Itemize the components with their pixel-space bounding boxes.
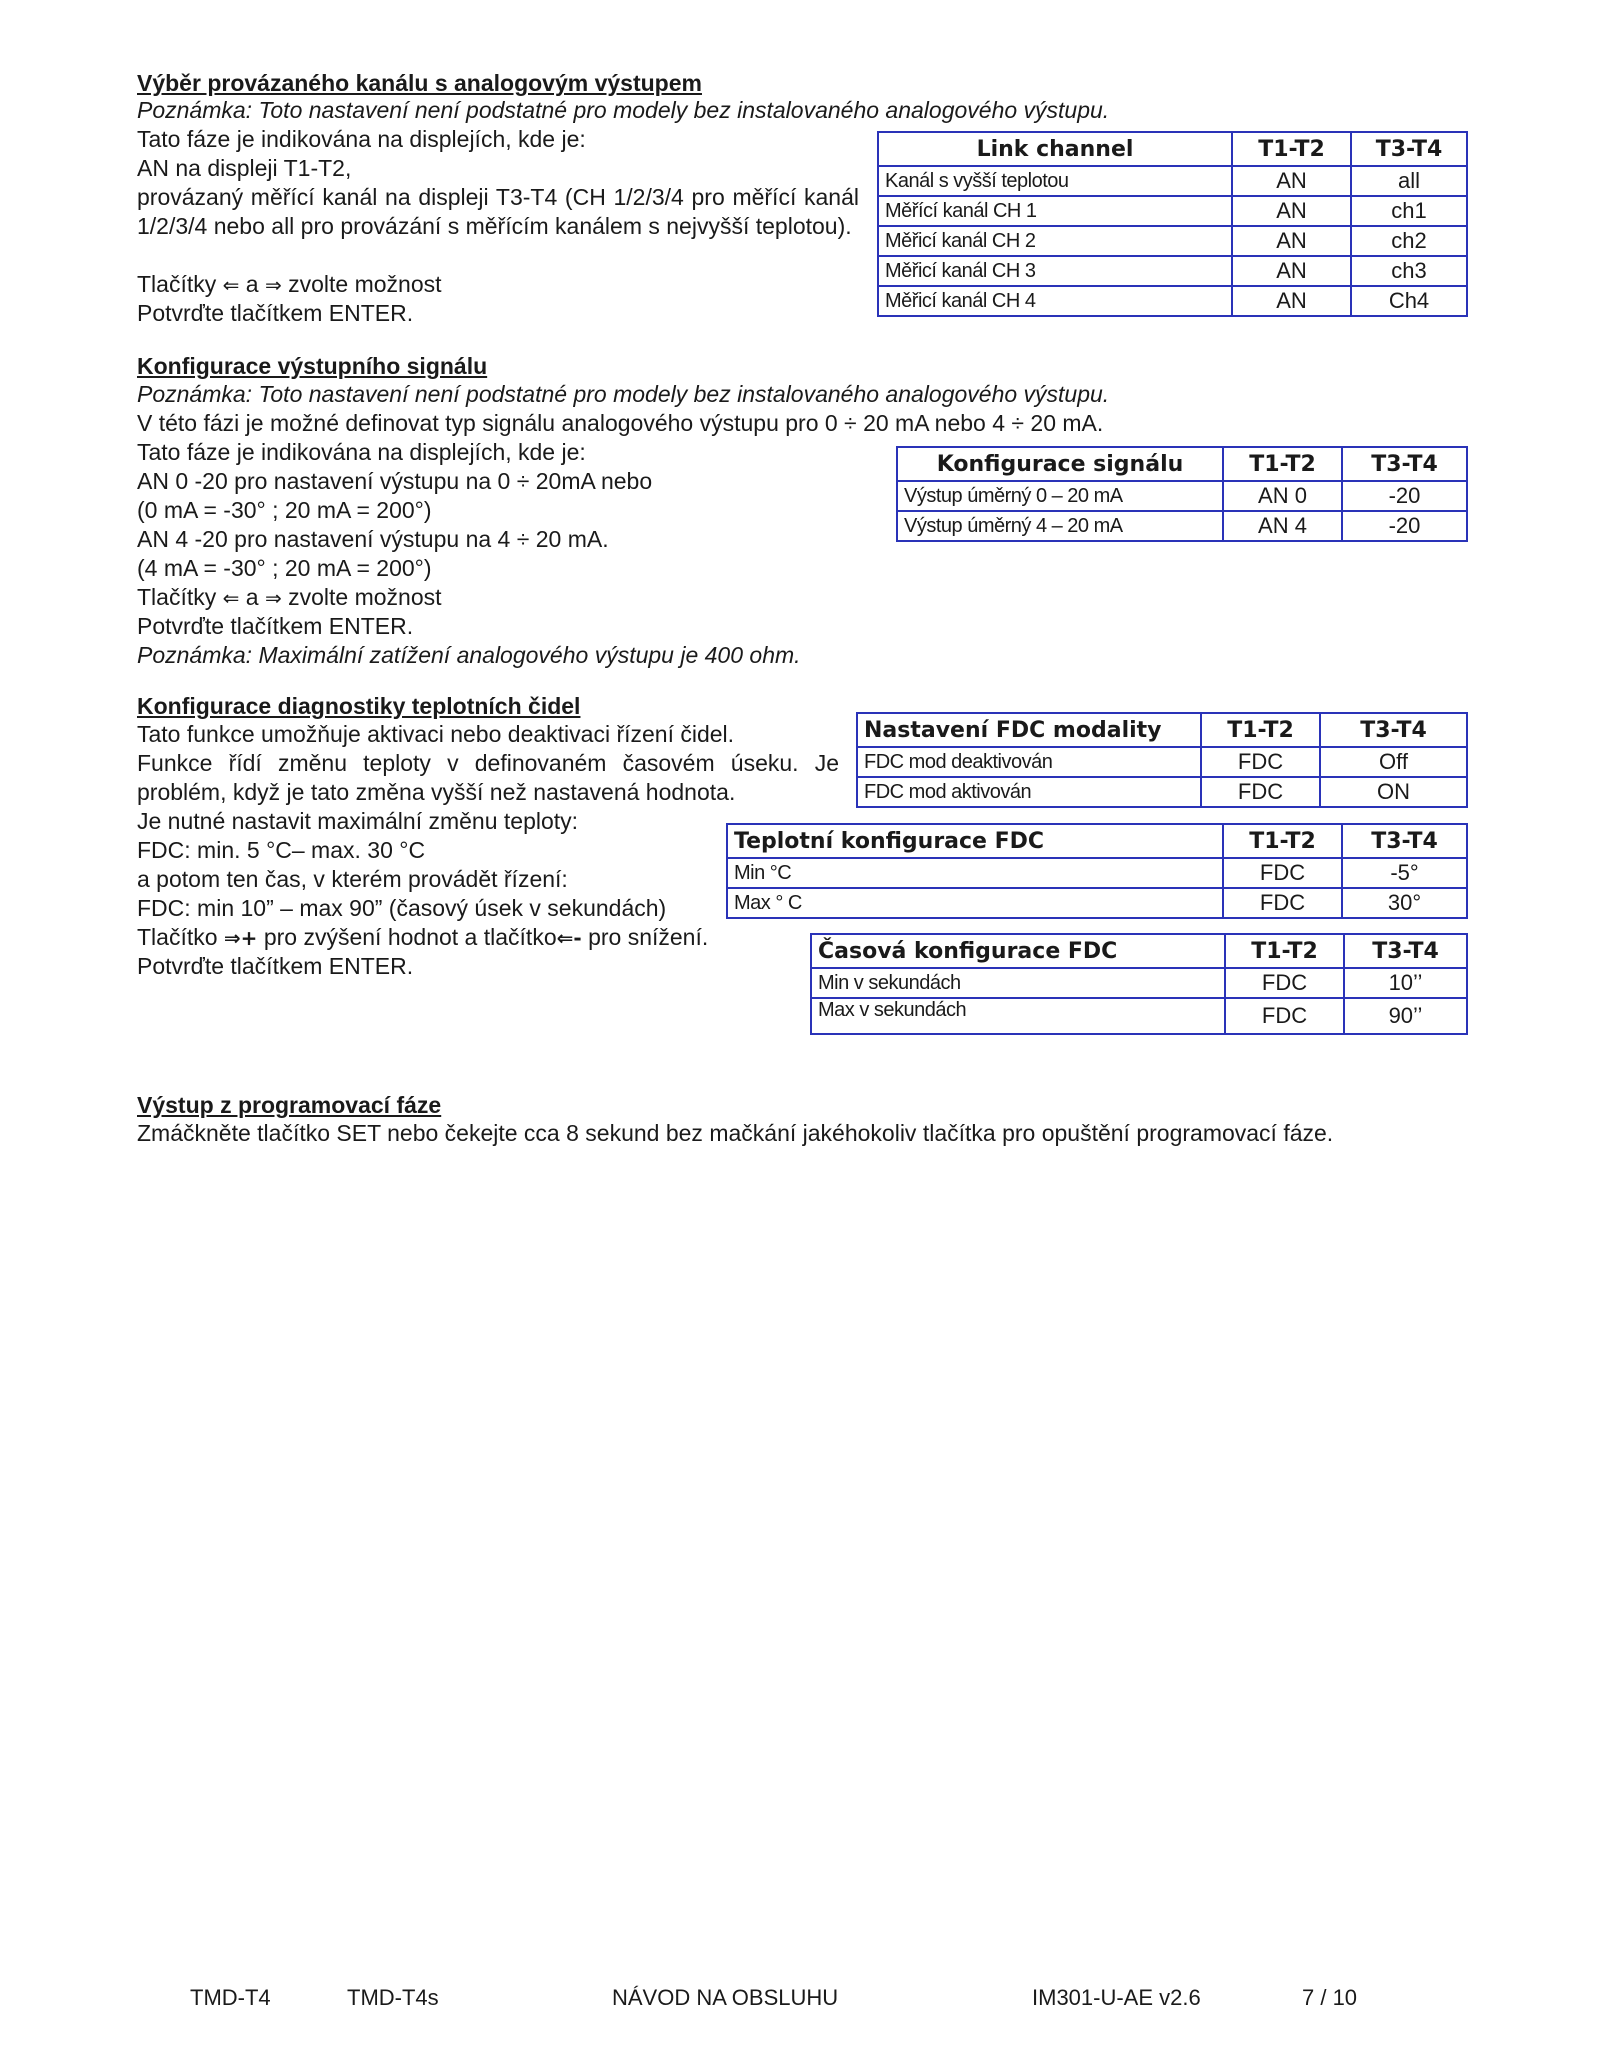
table-row xyxy=(727,888,1467,918)
table-row xyxy=(811,998,1467,1034)
section-heading-signal-config: Konfigurace výstupního signálu xyxy=(137,353,488,379)
table-row xyxy=(811,968,1467,998)
table-header-cell: Link channel xyxy=(878,132,1232,166)
table-header-row xyxy=(897,447,1467,481)
table-cell: Výstup úměrný 0 – 20 mA xyxy=(897,481,1223,511)
table-header-row xyxy=(857,713,1467,747)
table-cell: FDC mod deaktivován xyxy=(857,747,1201,777)
table-cell: Min °C xyxy=(727,858,1223,888)
conjunction-text: a xyxy=(245,584,259,610)
table-cell: Kanál s vyšší teplotou xyxy=(878,166,1232,196)
confirm-text: Potvrďte tlačítkem ENTER. xyxy=(137,613,414,639)
right-arrow-icon: ⇒ xyxy=(264,586,282,610)
paragraph-line: AN 4 -20 pro nastavení výstupu na 4 ÷ 20 mA. xyxy=(137,526,609,552)
table-header-cell: T1-T2 xyxy=(1223,447,1342,481)
conjunction-text: a xyxy=(245,271,259,297)
table-cell: ch1 xyxy=(1351,196,1467,226)
table-cell: Měřicí kanál CH 3 xyxy=(878,256,1232,286)
table-header-cell: T3-T4 xyxy=(1342,824,1467,858)
note-text: Poznámka: Toto nastavení není podstatné pro modely bez instalovaného analogového výstupu. xyxy=(137,381,1110,407)
table-cell: Off xyxy=(1320,747,1467,777)
paragraph-line: (4 mA = -30° ; 20 mA = 200°) xyxy=(137,555,432,581)
confirm-text: Potvrďte tlačítkem ENTER. xyxy=(137,300,414,326)
table-cell: AN 0 xyxy=(1223,481,1342,511)
table-header-cell: T1-T2 xyxy=(1225,934,1344,968)
table-header-cell: T1-T2 xyxy=(1223,824,1342,858)
table-header-cell: T3-T4 xyxy=(1351,132,1467,166)
table-cell: AN xyxy=(1232,166,1351,196)
footer-title: NÁVOD NA OBSLUHU xyxy=(612,1985,839,2010)
plus-arrow-icon: ⇒+ xyxy=(223,926,258,950)
table-header-row xyxy=(811,934,1467,968)
table-cell: Min v sekundách xyxy=(811,968,1225,998)
table-row xyxy=(878,286,1467,316)
instruction-text: zvolte možnost xyxy=(288,584,442,610)
signal-config-table xyxy=(896,446,1468,542)
table-cell: Měřicí kanál CH 4 xyxy=(878,286,1232,316)
table-cell: FDC xyxy=(1201,777,1320,807)
table-cell: AN 4 xyxy=(1223,511,1342,541)
paragraph-line: FDC: min 10” – max 90” (časový úsek v sekundách) xyxy=(137,895,667,921)
section-heading-link-channel: Výběr provázaného kanálu s analogovým výstupem xyxy=(137,70,702,96)
table-header-cell: T3-T4 xyxy=(1342,447,1467,481)
fdc-temperature-table xyxy=(726,823,1468,919)
table-cell: FDC xyxy=(1201,747,1320,777)
table-row xyxy=(897,481,1467,511)
section-heading-fdc: Konfigurace diagnostiky teplotních čidel xyxy=(137,693,581,719)
note-text: Poznámka: Maximální zatížení analogového výstupu je 400 ohm. xyxy=(137,642,801,668)
footer-model-1: TMD-T4 xyxy=(190,1985,271,2010)
link-channel-table xyxy=(877,131,1468,317)
table-header-cell: Časová konfigurace FDC xyxy=(811,934,1225,968)
paragraph-line: Tato fáze je indikována na displejích, kde je: xyxy=(137,439,586,465)
table-row xyxy=(897,511,1467,541)
paragraph-text: provázaný měřící kanál na displeji T3-T4 (CH 1/2/3/4 pro měřící kanál 1/2/3/4 nebo all pro provázání s měřícím kanálem s nejvyšší teplotou). xyxy=(137,184,859,239)
table-cell: AN xyxy=(1232,256,1351,286)
paragraph-line: V této fázi je možné definovat typ signálu analogového výstupu pro 0 ÷ 20 mA nebo 4 ÷ 20 mA. xyxy=(137,410,1104,436)
paragraph-line: AN 0 -20 pro nastavení výstupu na 0 ÷ 20mA nebo xyxy=(137,468,653,494)
footer-model-2: TMD-T4s xyxy=(347,1985,439,2010)
buttons-label: Tlačítky xyxy=(137,584,217,610)
table-cell: FDC xyxy=(1225,998,1344,1034)
buttons-instruction xyxy=(137,923,708,953)
table-cell: AN xyxy=(1232,286,1351,316)
button-label: Tlačítko xyxy=(137,924,218,950)
paragraph-line: FDC: min. 5 °C– max. 30 °C xyxy=(137,837,426,863)
table-cell: FDC xyxy=(1223,888,1342,918)
table-row xyxy=(727,858,1467,888)
table-cell: Max v sekundách xyxy=(811,998,1225,1034)
paragraph-line: AN na displeji T1-T2, xyxy=(137,155,352,181)
confirm-text: Potvrďte tlačítkem ENTER. xyxy=(137,953,414,979)
buttons-instruction xyxy=(137,270,442,300)
fdc-modality-table xyxy=(856,712,1468,808)
table-cell: ch2 xyxy=(1351,226,1467,256)
fdc-time-table xyxy=(810,933,1468,1035)
right-arrow-icon: ⇒ xyxy=(264,273,282,297)
table-cell: ch3 xyxy=(1351,256,1467,286)
instruction-text: zvolte možnost xyxy=(288,271,442,297)
paragraph-line: Zmáčkněte tlačítko SET nebo čekejte cca 8 sekund bez mačkání jakéhokoliv tlačítka pro opuštění programovací fáze. xyxy=(137,1120,1334,1146)
table-cell: Měřicí kanál CH 2 xyxy=(878,226,1232,256)
footer-document-code: IM301-U-AE v2.6 xyxy=(1032,1985,1201,2010)
paragraph-line: a potom ten čas, v kterém provádět řízení: xyxy=(137,866,568,892)
table-cell: 10’’ xyxy=(1344,968,1467,998)
table-cell: FDC xyxy=(1223,858,1342,888)
table-row xyxy=(878,166,1467,196)
footer-page-number: 7 / 10 xyxy=(1302,1985,1358,2010)
instruction-text: pro zvýšení hodnot a tlačítko xyxy=(263,924,557,950)
table-header-cell: Konfigurace signálu xyxy=(897,447,1223,481)
table-row xyxy=(878,256,1467,286)
table-cell: all xyxy=(1351,166,1467,196)
table-header-cell: T1-T2 xyxy=(1201,713,1320,747)
left-arrow-icon: ⇐ xyxy=(222,586,240,610)
table-row xyxy=(878,196,1467,226)
buttons-instruction xyxy=(137,583,442,613)
left-arrow-icon: ⇐ xyxy=(222,273,240,297)
buttons-label: Tlačítky xyxy=(137,271,217,297)
table-cell: -20 xyxy=(1342,481,1467,511)
table-cell: Výstup úměrný 4 – 20 mA xyxy=(897,511,1223,541)
table-row xyxy=(857,777,1467,807)
instruction-text: pro snížení. xyxy=(588,924,709,950)
table-row xyxy=(857,747,1467,777)
minus-arrow-icon: ⇐- xyxy=(556,926,582,950)
table-cell: Max ° C xyxy=(727,888,1223,918)
section-heading-exit: Výstup z programovací fáze xyxy=(137,1092,442,1118)
table-cell: 30° xyxy=(1342,888,1467,918)
paragraph-line: Je nutné nastavit maximální změnu teploty: xyxy=(137,808,579,834)
table-cell: 90’’ xyxy=(1344,998,1467,1034)
table-header-cell: T1-T2 xyxy=(1232,132,1351,166)
table-cell: AN xyxy=(1232,226,1351,256)
table-cell: -20 xyxy=(1342,511,1467,541)
table-header-cell: T3-T4 xyxy=(1320,713,1467,747)
table-header-cell: T3-T4 xyxy=(1344,934,1467,968)
table-cell: Ch4 xyxy=(1351,286,1467,316)
table-header-cell: Nastavení FDC modality xyxy=(857,713,1201,747)
table-cell: AN xyxy=(1232,196,1351,226)
table-header-row xyxy=(878,132,1467,166)
paragraph-line: Tato funkce umožňuje aktivaci nebo deaktivaci řízení čidel. xyxy=(137,721,735,747)
note-text: Poznámka: Toto nastavení není podstatné pro modely bez instalovaného analogového výstupu. xyxy=(137,97,1110,123)
table-cell: Měřící kanál CH 1 xyxy=(878,196,1232,226)
paragraph-line: (0 mA = -30° ; 20 mA = 200°) xyxy=(137,497,432,523)
table-cell: -5° xyxy=(1342,858,1467,888)
table-cell: FDC xyxy=(1225,968,1344,998)
table-header-cell: Teplotní konfigurace FDC xyxy=(727,824,1223,858)
paragraph-line: Tato fáze je indikována na displejích, kde je: xyxy=(137,126,586,152)
table-header-row xyxy=(727,824,1467,858)
paragraph-text: Funkce řídí změnu teploty v definovaném časovém úseku. Je problém, když je tato změna vyšší než nastavená hodnota. xyxy=(137,750,839,805)
table-row xyxy=(878,226,1467,256)
table-cell: ON xyxy=(1320,777,1467,807)
table-cell: FDC mod aktivován xyxy=(857,777,1201,807)
